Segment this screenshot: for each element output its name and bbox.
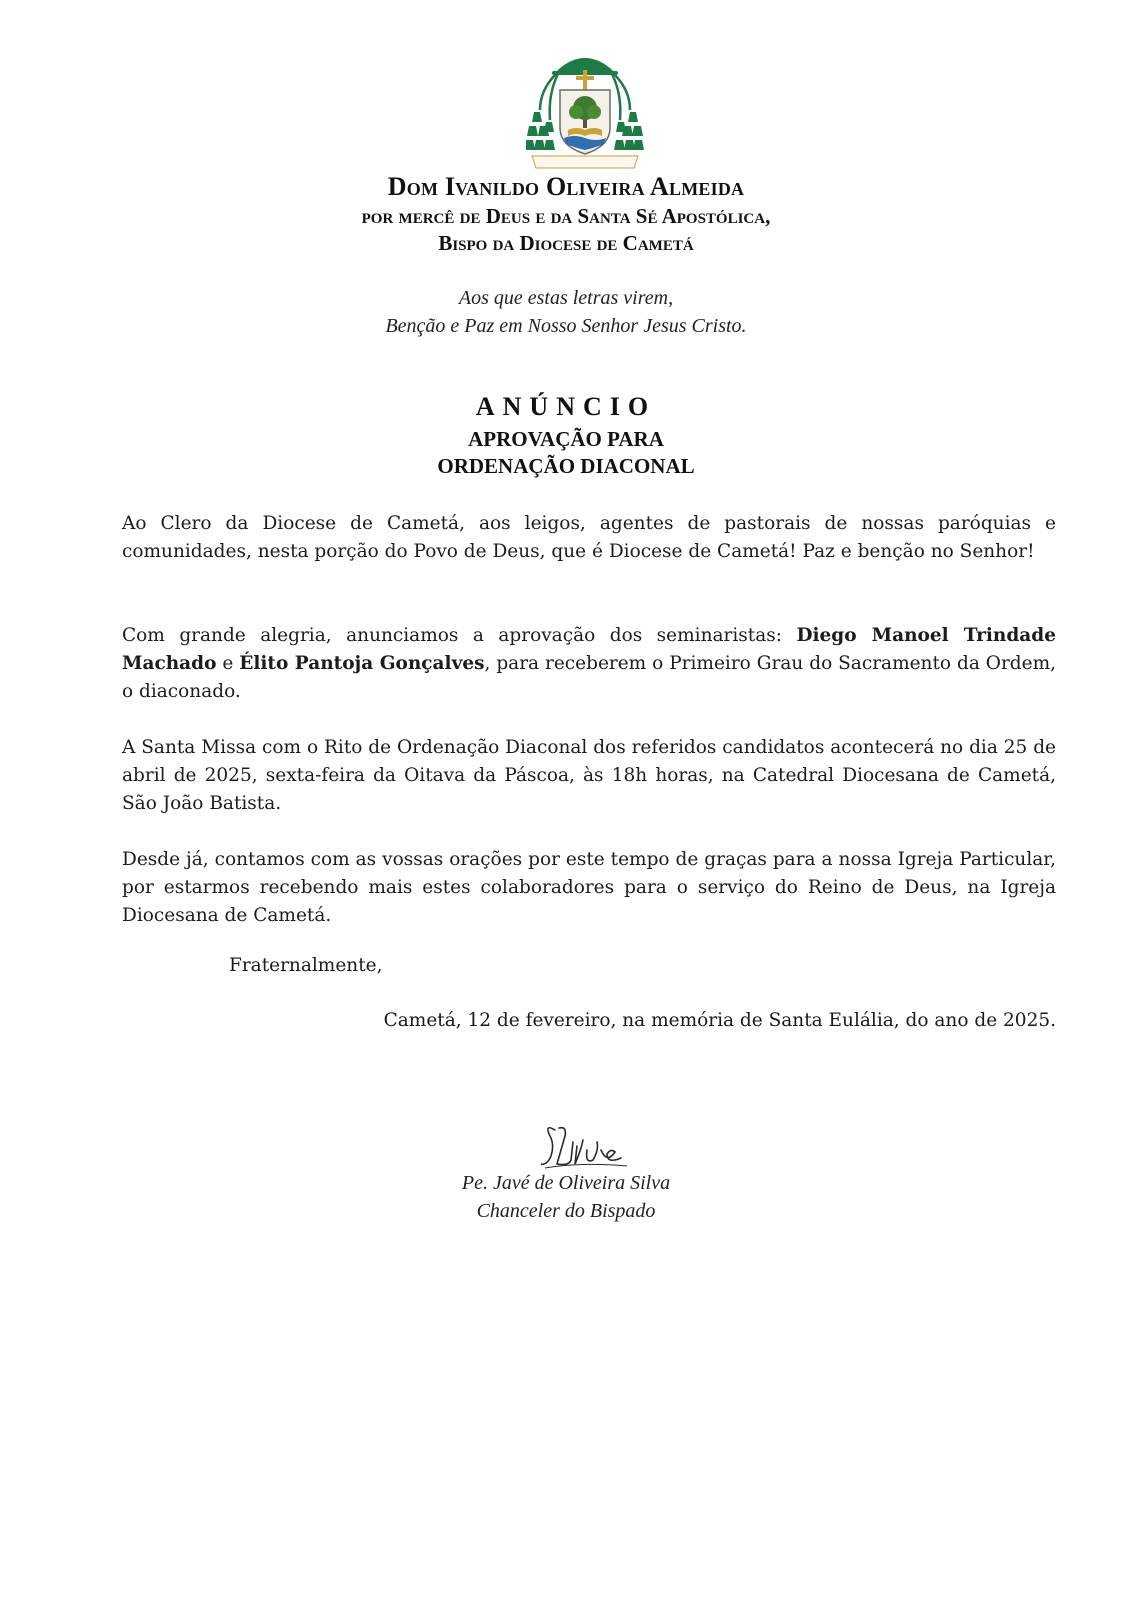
approval-intro: Com grande alegria, anunciamos a aprovação dos seminaristas: (122, 625, 797, 646)
seminarian-name-2: Élito Pantoja Gonçalves (239, 653, 485, 674)
coat-of-arms-icon (526, 50, 644, 172)
announcement-title: ANÚNCIO (475, 392, 657, 421)
approval-and: e (216, 653, 240, 674)
signer-name: Pe. Javé de Oliveira Silva (461, 1172, 671, 1194)
handwritten-signature-icon (541, 1120, 631, 1176)
seminarian-name-1: Diego Manoel Trindade Machado (122, 625, 1057, 674)
place-date: Cametá, 12 de fevereiro, na memória de Santa Eulália, do ano de 2025. (383, 1010, 1056, 1031)
signer-role: Chanceler do Bispado (476, 1200, 656, 1222)
closing-salutation: Fraternalmente, (229, 955, 383, 976)
greeting-line-1: Aos que estas letras virem, (458, 287, 674, 309)
announcement-subtitle-1: APROVAÇÃO PARA (468, 427, 664, 451)
paragraph-salutation: Ao Clero da Diocese de Cametá, aos leigos, agentes de pastorais de nossas paróquias e comunidades, nesta porção do Povo de Deus, que é Diocese de Cametá! Paz e benção no Senhor! (122, 513, 1056, 562)
diocese-line: Bispo da Diocese de Cametá (438, 231, 694, 255)
announcement-subtitle-2: ORDENAÇÃO DIACONAL (437, 454, 695, 478)
bishop-name: Dom Ivanildo Oliveira Almeida (387, 172, 745, 201)
bishop-title-line: por mercê de Deus e da Santa Sé Apostólica, (361, 204, 771, 228)
approval-rest: , para receberem o Primeiro Grau do Sacramento da Ordem, o diaconado. (122, 653, 1056, 702)
greeting-line-2: Benção e Paz em Nosso Senhor Jesus Cristo. (385, 315, 747, 337)
paragraph-mass-details: A Santa Missa com o Rito de Ordenação Diaconal dos referidos candidatos acontecerá no dia 25 de abril de 2025, sexta-feira da Oitava da Páscoa, às 18h horas, na Catedral Diocesana de Cametá, São João Batista. (122, 737, 1056, 814)
paragraph-approval (122, 622, 1056, 706)
paragraph-prayers: Desde já, contamos com as vossas orações por este tempo de graças para a nossa Igreja Particular, por estarmos recebendo mais estes colaboradores para o serviço do Reino de Deus, na Igreja Diocesana de Cametá. (122, 849, 1056, 926)
